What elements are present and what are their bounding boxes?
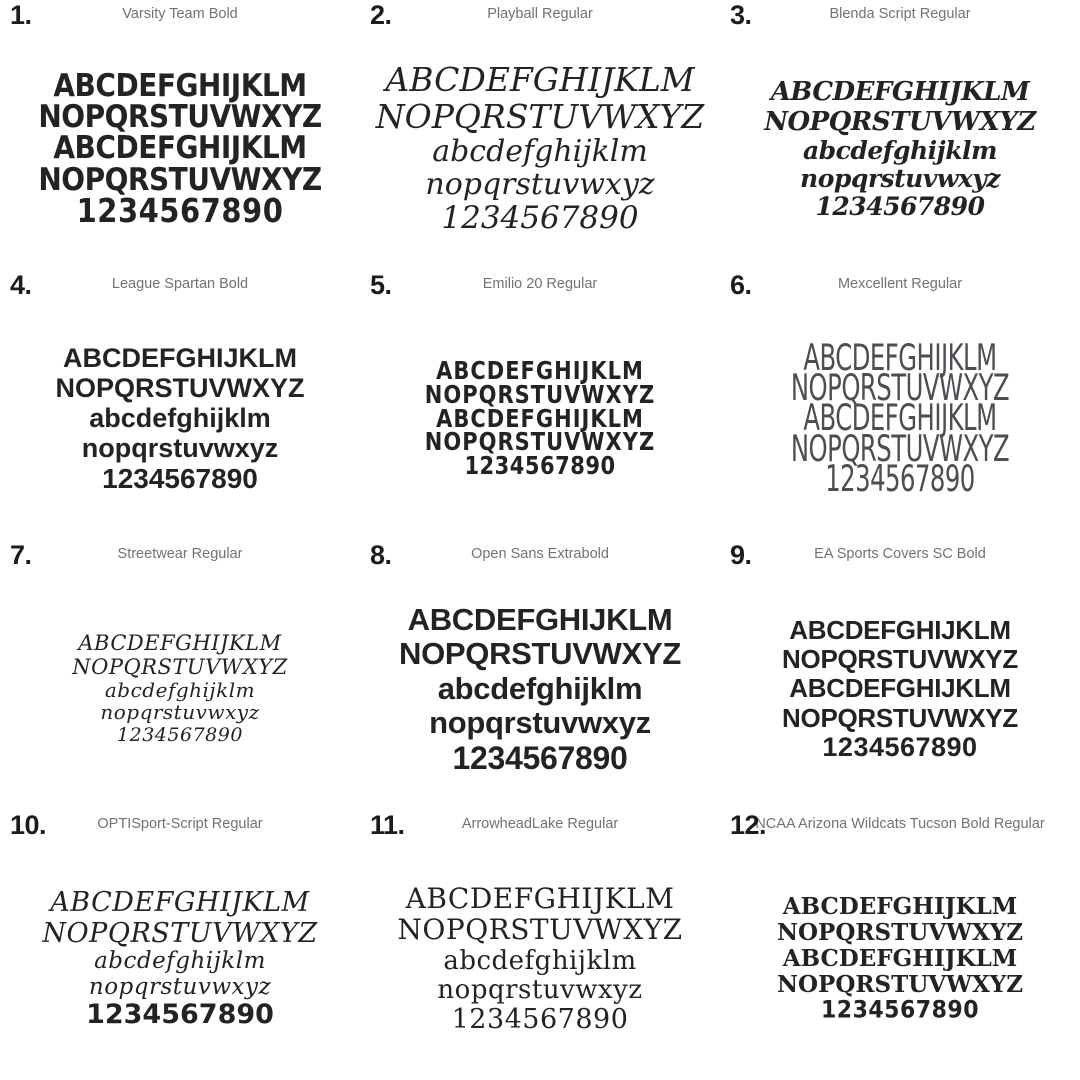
- specimen-line: 1234567890: [822, 731, 978, 762]
- font-specimen-card: [0, 270, 360, 540]
- specimen-line: abcdefghijklm: [104, 677, 256, 702]
- specimen-line: nopqrstuvwxyz: [88, 973, 272, 1000]
- specimen-line: NOPQRSTUVWXYZ: [38, 160, 322, 198]
- specimen-line: NOPQRSTUVWXYZ: [776, 970, 1023, 998]
- specimen-line: 1234567890: [86, 999, 274, 1031]
- specimen-number: 2.: [370, 0, 392, 30]
- specimen-line: NOPQRSTUVWXYZ: [790, 428, 1010, 470]
- font-specimen-card: [720, 270, 1080, 540]
- specimen-line: abcdefghijklm: [432, 133, 648, 169]
- specimen-alphabet-block: [366, 30, 714, 268]
- specimen-line: ABCDEFGHIJKLM: [53, 66, 307, 104]
- font-specimen-card: [720, 810, 1080, 1080]
- specimen-line: NOPQRSTUVWXYZ: [72, 655, 288, 680]
- specimen-header: [726, 270, 1074, 300]
- specimen-line: 1234567890: [451, 1003, 629, 1035]
- specimen-line: ABCDEFGHIJKLM: [803, 397, 997, 440]
- specimen-header: [6, 810, 354, 840]
- specimen-line: nopqrstuvwxyz: [800, 163, 1000, 193]
- specimen-line: ABCDEFGHIJKLM: [789, 673, 1011, 704]
- specimen-line: 1234567890: [117, 724, 243, 746]
- specimen-alphabet-block: [6, 840, 354, 1078]
- specimen-line: nopqrstuvwxyz: [100, 700, 260, 725]
- font-name-label: ArrowheadLake Regular: [461, 816, 619, 832]
- specimen-header: [726, 0, 1074, 30]
- specimen-number: 4.: [10, 270, 32, 300]
- specimen-line: ABCDEFGHIJKLM: [63, 342, 297, 373]
- specimen-header: [6, 0, 354, 30]
- specimen-line: 1234567890: [464, 451, 616, 481]
- specimen-line: 1234567890: [441, 200, 639, 237]
- font-name-label: Emilio 20 Regular: [482, 276, 598, 292]
- specimen-line: abcdefghijklm: [802, 135, 997, 165]
- specimen-header: [366, 810, 714, 840]
- specimen-header: [366, 270, 714, 300]
- specimen-line: abcdefghijklm: [443, 945, 637, 976]
- specimen-line: nopqrstuvwxyz: [425, 166, 655, 202]
- font-specimen-card: [360, 0, 720, 270]
- specimen-line: NOPQRSTUVWXYZ: [55, 372, 305, 403]
- specimen-line: NOPQRSTUVWXYZ: [782, 644, 1018, 675]
- specimen-alphabet-block: [6, 30, 354, 268]
- font-name-label: Varsity Team Bold: [122, 6, 238, 22]
- specimen-line: 1234567890: [825, 458, 975, 501]
- specimen-line: 1234567890: [452, 739, 628, 776]
- specimen-line: nopqrstuvwxyz: [81, 433, 279, 464]
- specimen-number: 8.: [370, 540, 392, 570]
- font-specimen-card: [360, 810, 720, 1080]
- specimen-alphabet-block: [366, 300, 714, 538]
- font-name-label: Streetwear Regular: [117, 546, 243, 562]
- specimen-line: NOPQRSTUVWXYZ: [375, 96, 705, 136]
- specimen-header: [366, 540, 714, 570]
- specimen-line: nopqrstuvwxyz: [429, 705, 651, 741]
- specimen-alphabet-block: [726, 30, 1074, 268]
- specimen-alphabet-block: [366, 840, 714, 1078]
- specimen-line: ABCDEFGHIJKLM: [803, 337, 997, 380]
- font-name-label: OPTISport-Script Regular: [97, 816, 263, 832]
- specimen-number: 7.: [10, 540, 32, 570]
- specimen-line: NOPQRSTUVWXYZ: [424, 428, 656, 457]
- specimen-alphabet-block: [6, 570, 354, 808]
- font-specimen-card: [0, 810, 360, 1080]
- font-name-label: Open Sans Extrabold: [471, 546, 609, 562]
- font-specimen-card: [720, 0, 1080, 270]
- specimen-line: NOPQRSTUVWXYZ: [42, 917, 318, 949]
- specimen-number: 1.: [10, 0, 32, 30]
- specimen-line: ABCDEFGHIJKLM: [789, 615, 1011, 646]
- specimen-line: 1234567890: [820, 996, 980, 1024]
- specimen-line: 1234567890: [76, 191, 284, 230]
- specimen-number: 6.: [730, 270, 752, 300]
- specimen-number: 11.: [370, 810, 405, 840]
- font-name-label: EA Sports Covers SC Bold: [814, 546, 986, 562]
- specimen-line: ABCDEFGHIJKLM: [385, 60, 695, 100]
- font-name-label: Playball Regular: [487, 6, 593, 22]
- font-specimen-card: [360, 270, 720, 540]
- font-name-label: NCAA Arizona Wildcats Tucson Bold Regular: [755, 816, 1045, 832]
- font-specimen-card: [0, 540, 360, 810]
- specimen-line: ABCDEFGHIJKLM: [782, 893, 1018, 921]
- font-specimen-card: [720, 540, 1080, 810]
- specimen-line: ABCDEFGHIJKLM: [78, 631, 282, 656]
- specimen-line: NOPQRSTUVWXYZ: [397, 913, 683, 947]
- specimen-alphabet-block: [726, 570, 1074, 808]
- specimen-line: NOPQRSTUVWXYZ: [782, 702, 1018, 733]
- specimen-line: ABCDEFGHIJKLM: [770, 77, 1030, 108]
- specimen-line: NOPQRSTUVWXYZ: [398, 636, 681, 672]
- specimen-line: abcdefghijklm: [94, 947, 266, 974]
- specimen-line: NOPQRSTUVWXYZ: [776, 919, 1023, 947]
- specimen-alphabet-block: [726, 300, 1074, 538]
- specimen-alphabet-block: [6, 300, 354, 538]
- specimen-header: [6, 270, 354, 300]
- specimen-number: 5.: [370, 270, 392, 300]
- font-name-label: Blenda Script Regular: [829, 6, 971, 22]
- font-name-label: Mexcellent Regular: [837, 276, 963, 292]
- specimen-line: nopqrstuvwxyz: [437, 974, 643, 1005]
- specimen-line: NOPQRSTUVWXYZ: [790, 367, 1010, 410]
- specimen-line: 1234567890: [815, 191, 985, 221]
- specimen-header: [726, 540, 1074, 570]
- specimen-number: 10.: [10, 810, 47, 840]
- specimen-line: NOPQRSTUVWXYZ: [424, 380, 656, 410]
- specimen-alphabet-block: [366, 570, 714, 808]
- specimen-header: [726, 810, 1074, 840]
- specimen-line: ABCDEFGHIJKLM: [50, 887, 310, 919]
- specimen-header: [366, 0, 714, 30]
- specimen-line: ABCDEFGHIJKLM: [53, 129, 307, 167]
- specimen-line: 1234567890: [102, 463, 258, 495]
- specimen-header: [6, 540, 354, 570]
- specimen-line: ABCDEFGHIJKLM: [436, 404, 644, 433]
- specimen-line: NOPQRSTUVWXYZ: [764, 106, 1036, 137]
- specimen-line: abcdefghijklm: [89, 402, 271, 433]
- font-specimen-card: [360, 540, 720, 810]
- specimen-number: 3.: [730, 0, 752, 30]
- specimen-line: ABCDEFGHIJKLM: [407, 601, 673, 637]
- specimen-line: ABCDEFGHIJKLM: [436, 357, 644, 386]
- font-specimen-card: [0, 0, 360, 270]
- specimen-line: NOPQRSTUVWXYZ: [38, 98, 322, 136]
- specimen-number: 12.: [730, 810, 767, 840]
- specimen-line: abcdefghijklm: [437, 670, 643, 706]
- specimen-number: 9.: [730, 540, 752, 570]
- specimen-line: ABCDEFGHIJKLM: [782, 945, 1018, 973]
- specimen-line: ABCDEFGHIJKLM: [405, 882, 675, 916]
- specimen-alphabet-block: [726, 840, 1074, 1078]
- font-name-label: League Spartan Bold: [111, 276, 249, 292]
